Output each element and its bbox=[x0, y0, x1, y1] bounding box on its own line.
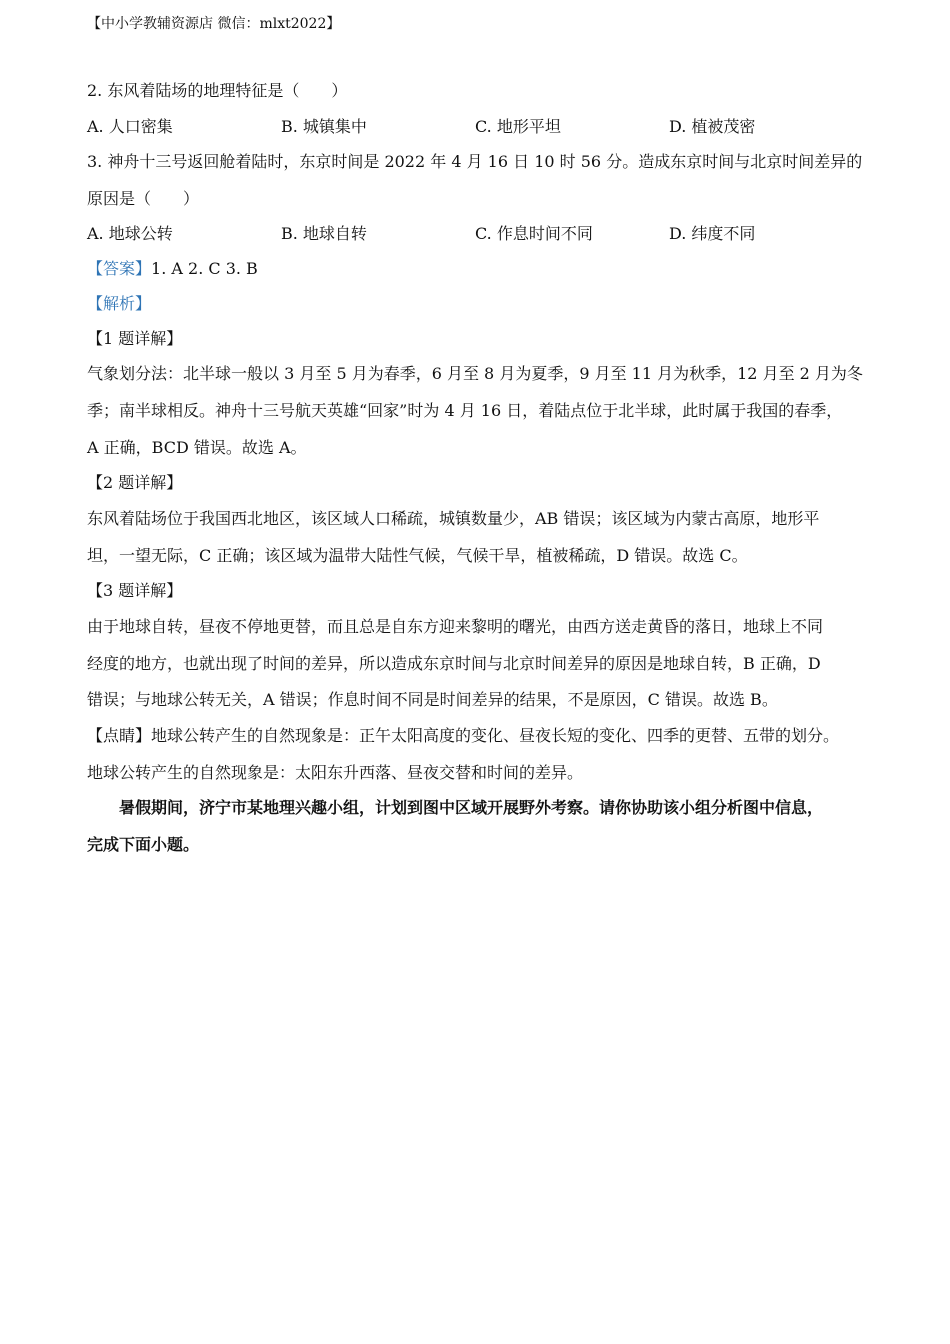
next-intro-line1: 暑假期间，济宁市某地理兴趣小组，计划到图中区域开展野外考察。请你协助该小组分析图中信息， bbox=[119, 798, 824, 817]
answer-text: 1. A 2. C 3. B bbox=[151, 259, 258, 278]
question-2-option-d: D. 植被茂密 bbox=[669, 117, 756, 136]
answer-line bbox=[87, 259, 258, 279]
tip-line1: 【点睛】地球公转产生的自然现象是：正午太阳高度的变化、昼夜长短的变化、四季的更替、五带的划分。 bbox=[87, 726, 840, 745]
detail-1-line: A 正确，BCD 错误。故选 A。 bbox=[87, 438, 307, 457]
page-header: 【中小学教辅资源店 微信：mlxt2022】 bbox=[87, 16, 341, 32]
detail-3-line: 错误；与地球公转无关，A 错误；作息时间不同是时间差异的结果，不是原因，C 错误。故选 B。 bbox=[87, 690, 778, 709]
question-3-option-d: D. 纬度不同 bbox=[669, 224, 756, 243]
question-2-option-a: A. 人口密集 bbox=[87, 117, 173, 136]
detail-3-title: 【3 题详解】 bbox=[87, 581, 183, 600]
question-3-stem-line1: 3. 神舟十三号返回舱着陆时，东京时间是 2022 年 4 月 16 日 10 时 56 分。造成东京时间与北京时间差异的 bbox=[87, 152, 863, 171]
detail-2-title: 【2 题详解】 bbox=[87, 473, 183, 492]
question-3-option-b: B. 地球自转 bbox=[281, 224, 367, 243]
tip-line2: 地球公转产生的自然现象是：太阳东升西落、昼夜交替和时间的差异。 bbox=[87, 763, 584, 782]
question-2-option-b: B. 城镇集中 bbox=[281, 117, 367, 136]
question-3-option-c: C. 作息时间不同 bbox=[475, 224, 593, 243]
detail-3-line: 由于地球自转，昼夜不停地更替，而且总是自东方迎来黎明的曙光，由西方送走黄昏的落日，地球上不同 bbox=[87, 617, 824, 636]
question-2-stem: 2. 东风着陆场的地理特征是（ ） bbox=[87, 81, 348, 100]
question-2-option-c: C. 地形平坦 bbox=[475, 117, 561, 136]
detail-2-line: 东风着陆场位于我国西北地区，该区域人口稀疏，城镇数量少，AB 错误；该区域为内蒙古高原，地形平 bbox=[87, 509, 820, 528]
answer-label: 【答案】 bbox=[87, 259, 152, 278]
next-intro-line2: 完成下面小题。 bbox=[87, 835, 200, 854]
detail-1-title: 【1 题详解】 bbox=[87, 329, 183, 348]
detail-3-line: 经度的地方，也就出现了时间的差异，所以造成东京时间与北京时间差异的原因是地球自转，B 正确，D bbox=[87, 654, 821, 673]
question-3-option-a: A. 地球公转 bbox=[87, 224, 173, 243]
detail-1-line: 气象划分法：北半球一般以 3 月至 5 月为春季，6 月至 8 月为夏季，9 月至 11 月为秋季，12 月至 2 月为冬 bbox=[87, 364, 863, 383]
detail-1-line: 季；南半球相反。神舟十三号航天英雄“回家”时为 4 月 16 日，着陆点位于北半球，此时属于我国的春季， bbox=[87, 401, 843, 420]
question-3-stem-line2: 原因是（ ） bbox=[87, 189, 200, 208]
detail-2-line: 坦，一望无际，C 正确；该区域为温带大陆性气候，气候干旱，植被稀疏，D 错误。故选 C。 bbox=[87, 546, 748, 565]
analysis-label: 【解析】 bbox=[87, 294, 152, 313]
